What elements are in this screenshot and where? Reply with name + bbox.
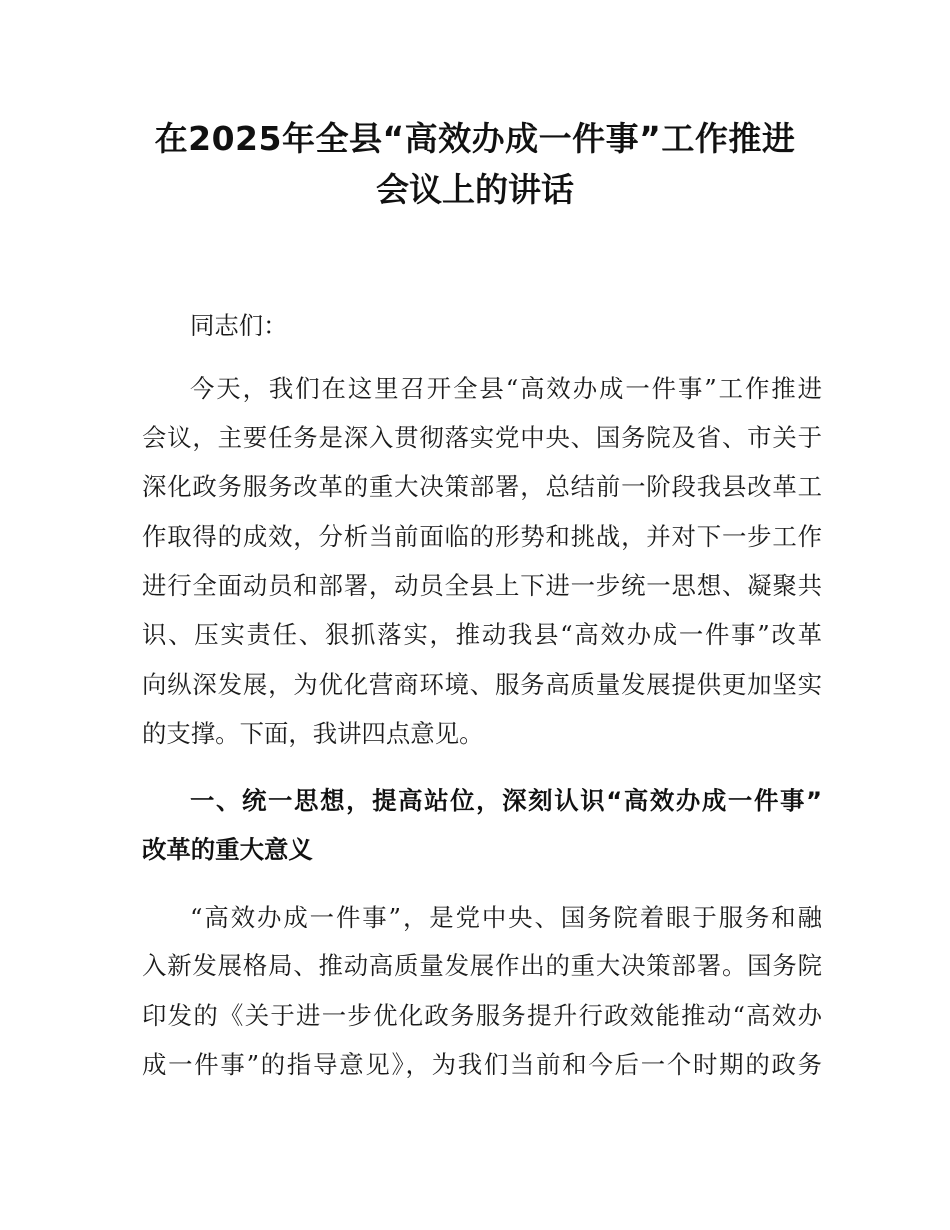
paragraph-2-line: 入新发展格局、推动高质量发展作出的重大决策部署。国务院 (142, 951, 822, 980)
section-heading-1-line: 一、统一思想，提高站位，深刻认识“高效办成一件事” (190, 786, 822, 815)
salutation: 同志们： (190, 311, 288, 340)
paragraph-2-line: 印发的《关于进一步优化政务服务提升行政效能推动“高效办 (142, 1001, 822, 1030)
section-heading-1-line: 改革的重大意义 (142, 835, 313, 864)
paragraph-2-line: “高效办成一件事”，是党中央、国务院着眼于服务和融 (190, 903, 822, 932)
document-title-line-2: 会议上的讲话 (376, 170, 574, 209)
paragraph-1-line: 深化政务服务改革的重大决策部署，总结前一阶段我县改革工 (142, 472, 822, 501)
paragraph-1-line: 会议，主要任务是深入贯彻落实党中央、国务院及省、市关于 (142, 423, 822, 452)
paragraph-1-line: 的支撑。下面，我讲四点意见。 (142, 719, 484, 748)
paragraph-1-line: 今天，我们在这里召开全县“高效办成一件事”工作推进 (190, 374, 822, 403)
paragraph-1-line: 识、压实责任、狠抓落实，推动我县“高效办成一件事”改革 (142, 620, 822, 649)
paragraph-1-line: 作取得的成效，分析当前面临的形势和挑战，并对下一步工作 (142, 522, 822, 551)
document-title-line-1: 在2025年全县“高效办成一件事”工作推进 (154, 119, 796, 158)
paragraph-1-line: 向纵深发展，为优化营商环境、服务高质量发展提供更加坚实 (142, 670, 822, 699)
paragraph-2-line: 成一件事”的指导意见》，为我们当前和今后一个时期的政务 (142, 1050, 822, 1079)
paragraph-1-line: 进行全面动员和部署，动员全县上下进一步统一思想、凝聚共 (142, 571, 822, 600)
